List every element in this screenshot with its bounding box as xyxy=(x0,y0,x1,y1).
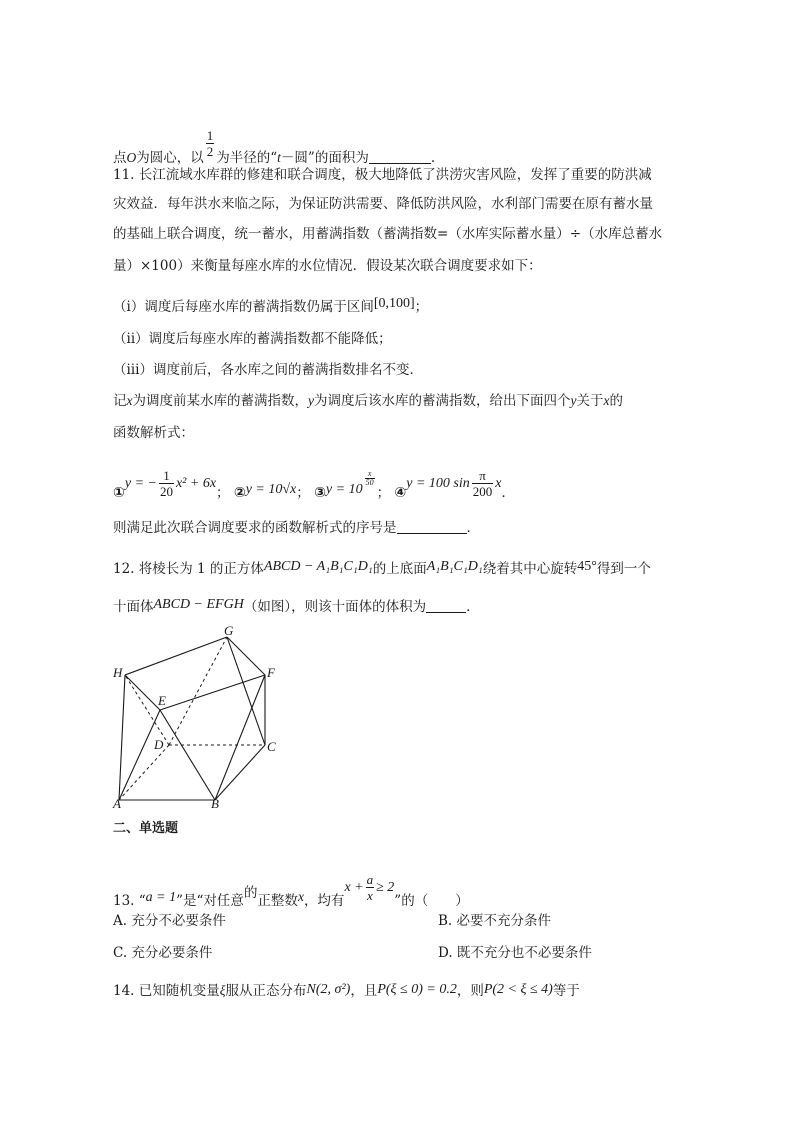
formula-3: y = 10 $\frac{x}{50}$ xyxy=(325,469,374,497)
label-F: F xyxy=(267,665,275,680)
edge-EH xyxy=(125,675,160,710)
solid-name: ABCD − EFGH xyxy=(153,597,244,612)
q11-line1: 11. 长江流域水库群的修建和联合调度，极大地降低了洪涝灾害风险，发挥了重要的防洪减 xyxy=(113,167,652,183)
formula-1: y = − $\frac{1}{20}$ x² + 6x xyxy=(124,468,217,500)
label-C: C xyxy=(267,739,276,754)
section-title: 二、单选题 xyxy=(113,821,179,836)
answer-blank xyxy=(426,598,466,613)
q12-line1: 12. 将棱长为 1 的正方体ABCD − A₁B₁C₁D₁的上底面A₁B₁C₁D₁绕着其中心旋转45°得到一个 xyxy=(113,559,651,577)
q11-condition-3: （ⅲ）调度前后，各水库之间的蓄满指数排名不变． xyxy=(113,362,423,378)
o-symbol: O xyxy=(126,150,137,165)
decahedron-figure xyxy=(105,625,285,810)
label-D: D xyxy=(154,737,164,752)
label-E: E xyxy=(158,693,166,708)
option-B[interactable]: B. 必要不充分条件 xyxy=(438,913,552,929)
formula-3-marker: ③ xyxy=(314,485,326,501)
q11-condition-1: （ⅰ）调度后每座水库的蓄满指数仍属于区间[0,100]； xyxy=(113,296,429,315)
label-A: A xyxy=(113,796,121,810)
label-H: H xyxy=(113,665,123,680)
interval: [0,100] xyxy=(373,296,415,311)
option-D[interactable]: D. 既不充分也不必要条件 xyxy=(438,945,592,961)
edge-BC xyxy=(215,745,265,800)
q11-line4: 量）×100）来衡量每座水库的水位情况．假设某次联合调度要求如下： xyxy=(113,258,542,274)
q11-line2: 灾效益．每年洪水来临之际，为保证防洪需要、降低防洪风险，水利部门需要在原有蓄水量 xyxy=(113,196,653,212)
q11-condition-2: （ⅱ）调度后每座水库的蓄满指数都不能降低； xyxy=(113,331,392,347)
edge-EA xyxy=(119,710,160,800)
label-G: G xyxy=(224,625,234,638)
inequality: x + $\frac{a}{x}$ ≥ 2 xyxy=(344,872,395,904)
formula-2-marker: ② xyxy=(233,485,246,501)
half-fraction: $\frac{1}{2}$ xyxy=(206,128,214,159)
answer-blank xyxy=(397,519,467,534)
q13-stem: 13. “a = 1”是“对任意的正整数x，均有x + $\frac{a}{x}$ ≥ 2”的（ ） xyxy=(113,872,469,909)
formula-4: y = 100 sin $\frac{\pi}{200}$ x xyxy=(406,468,502,500)
edge-GC xyxy=(227,637,265,745)
q12-line2: 十面体ABCD − EFGH（如图），则该十面体的体积为 ． xyxy=(113,597,480,615)
q11-line8: 记x为调度前某水库的蓄满指数，y为调度后该水库的蓄满指数，给出下面四个y关于x的 xyxy=(113,393,623,409)
formula-4-marker: ④ xyxy=(394,485,407,501)
q11-line9: 函数解析式： xyxy=(113,425,194,441)
edge-HG xyxy=(125,637,227,675)
label-B: B xyxy=(211,796,219,810)
formula-2: y = 10√x xyxy=(245,482,297,497)
q11-line3: 的基础上联合调度，统一蓄水，用蓄满指数（蓄满指数=（水库实际蓄水量）÷（水库总蓄水 xyxy=(113,226,663,242)
edge-EB xyxy=(160,710,215,800)
edge-HA xyxy=(119,675,125,800)
option-C[interactable]: C. 充分必要条件 xyxy=(113,945,213,961)
q11-ask: 则满足此次联合调度要求的函数解析式的序号是 ． xyxy=(113,520,480,536)
face-name: A₁B₁C₁D₁ xyxy=(426,559,483,574)
edge-DH-hidden xyxy=(125,675,169,745)
q10-tail-line: 点O为圆心，以 $\frac{1}{2}$ 为半径的“t－圆”的面积为 . xyxy=(113,128,436,166)
q11-formulas: ①y = − $\frac{1}{20}$ x² + 6x； ②y = 10√x； ③y = 10 $\frac{x}{50}$ ； ④y = 100 sin $\frac{\pi}{200}$ x． xyxy=(113,468,515,501)
answer-blank xyxy=(369,149,431,164)
edge-GF xyxy=(227,637,265,675)
edge-FB xyxy=(215,675,265,800)
edge-FE xyxy=(160,675,265,710)
option-A[interactable]: A. 充分不必要条件 xyxy=(113,913,226,929)
q14-stem: 14. 已知随机变量ξ服从正态分布N(2, σ²)，且P(ξ ≤ 0) = 0.2，则P(2 < ξ ≤ 4)等于 xyxy=(113,982,580,999)
cube-name: ABCD − A₁B₁C₁D₁ xyxy=(263,559,373,574)
edge-DA-hidden xyxy=(119,745,169,800)
formula-1-marker: ① xyxy=(113,485,125,501)
